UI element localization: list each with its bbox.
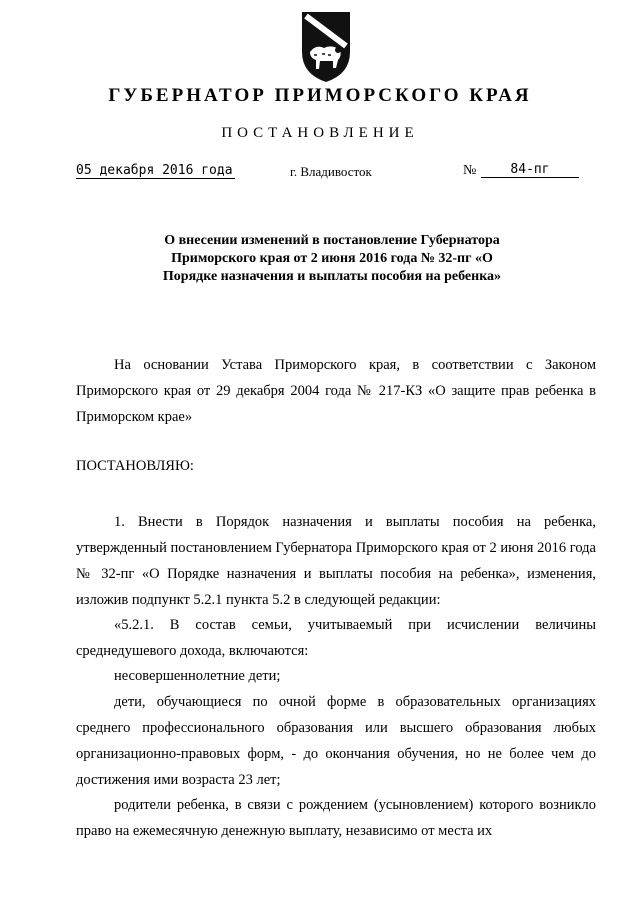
document-date: 05 декабря 2016 года xyxy=(76,163,233,178)
number-sign: № xyxy=(463,163,477,178)
parents-paragraph: родители ребенка, в связи с рождением (усыновлением) которого возникло право на ежемесячную денежную выплату, независимо от места их xyxy=(76,797,596,839)
minors-paragraph: несовершеннолетние дети; xyxy=(114,668,281,684)
document-type: ПОСТАНОВЛЕНИЕ xyxy=(221,125,419,141)
governor-title: ГУБЕРНАТОР ПРИМОРСКОГО КРАЯ xyxy=(108,85,532,106)
document-city: г. Владивосток xyxy=(290,164,372,179)
document-subject: О внесении изменений в постановление Губернатора Приморского края от 2 июня 2016 года № 32-пг «О Порядке назначения и выплаты пособия на ребенка» xyxy=(162,233,502,284)
students-paragraph: дети, обучающиеся по очной форме в образовательных организациях среднего профессионального образования или высшего образования любых организационно-правовых форм, - до окончания обучения, но не более чем до достижения ими возраста 23 лет; xyxy=(76,694,596,788)
coat-of-arms-icon xyxy=(298,8,354,84)
basis-paragraph: На основании Устава Приморского края, в соответствии с Законом Приморского края от 29 декабря 2004 года № 217-КЗ «О защите прав ребенка в Приморском крае» xyxy=(76,357,596,425)
document-number: 84-пг xyxy=(481,162,579,178)
subclause-5-2-1-paragraph: «5.2.1. В состав семьи, учитываемый при исчислении величины среднедушевого дохода, включаются: xyxy=(76,617,596,659)
decree-heading: ПОСТАНОВЛЯЮ: xyxy=(76,458,194,474)
item-1-paragraph: 1. Внести в Порядок назначения и выплаты пособия на ребенка, утвержденный постановлением Губернатора Приморского края от 2 июня 2016 года № 32-пг «О Порядке назначения и выплаты пособия на ребенка», изменения, изложив подпункт 5.2.1 пункта 5.2 в следующей редакции: xyxy=(76,514,596,608)
